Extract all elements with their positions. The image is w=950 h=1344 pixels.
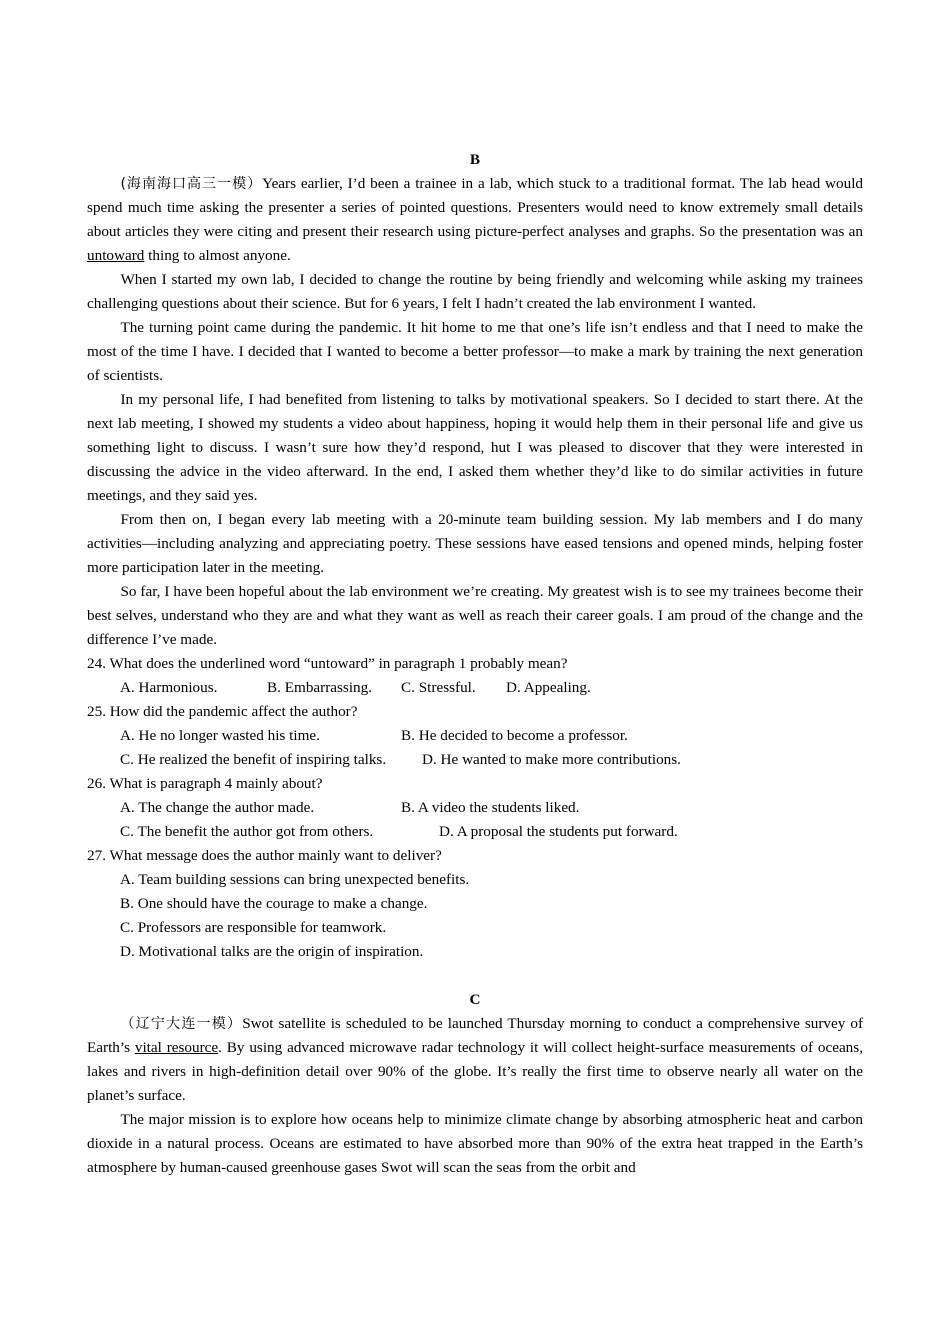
- section-b-paragraph-5: From then on, I began every lab meeting with a 20-minute team building session. My lab members and I do many activities—including analyzing and appreciating poetry. These sessions have eased tensions and opened minds, helping foster more participation later in the meeting.: [87, 511, 863, 576]
- section-b-paragraph-2: When I started my own lab, I decided to change the routine by being friendly and welcoming while asking my trainees challenging questions about their science. But for 6 years, I felt I hadn’t created the lab environment I wanted.: [87, 271, 863, 312]
- section-c-paragraph-1: [87, 1012, 863, 1108]
- option-27-d: D. Motivational talks are the origin of inspiration.: [120, 943, 424, 960]
- document-page: [87, 148, 863, 1180]
- section-c-source: （辽宁大连一模）: [120, 1016, 243, 1032]
- section-b-paragraph-4: In my personal life, I had benefited from listening to talks by motivational speakers. So I decided to start there. At the next lab meeting, I showed my students a video about happiness, hoping it would help them in their personal life and give us something light to discuss. I wasn’t sure how they’d respond, hut I was pleased to discover that they were interested in discussing the advice in the video afterward. In the end, I asked them whether they’d like to do similar activities in future meetings, and they said yes.: [87, 391, 863, 504]
- question-26: 26. What is paragraph 4 mainly about?: [87, 775, 323, 792]
- question-25-options-row-1: [87, 724, 863, 748]
- option-24-d: D. Appealing.: [506, 679, 591, 696]
- question-27: 27. What message does the author mainly want to deliver?: [87, 847, 442, 864]
- section-c-paragraph-2: The major mission is to explore how oceans help to minimize climate change by absorbing atmospheric heat and carbon dioxide in a natural process. Oceans are estimated to have absorbed more than 90% of the extra heat trapped in the Earth’s atmosphere by human-caused greenhouse gases Swot will scan the seas from the orbit and: [87, 1111, 863, 1176]
- section-b-paragraph-3: The turning point came during the pandemic. It hit home to me that one’s life isn’t endless and that I need to make the most of the time I have. I decided that I wanted to become a better professor—to make a mark by training the next generation of scientists.: [87, 319, 863, 384]
- option-25-c: C. He realized the benefit of inspiring talks.: [120, 751, 387, 768]
- option-26-c: C. The benefit the author got from others.: [120, 823, 374, 840]
- option-25-a: A. He no longer wasted his time.: [120, 727, 320, 744]
- section-b-paragraph-1: [87, 172, 863, 268]
- paragraph-text: Years earlier, I’d been a trainee in a lab, which stuck to a traditional format. The lab head would spend much time asking the presenter a series of pointed questions. Presenters would need to know extremely small details about articles they were citing and present their research using picture-perfect analyses and graphs. So the presentation was an: [87, 175, 864, 240]
- option-27-a: A. Team building sessions can bring unexpected benefits.: [120, 871, 470, 888]
- section-spacer: [87, 964, 863, 988]
- option-24-a: A. Harmonious.: [120, 679, 218, 696]
- question-25-options-row-2: [87, 748, 863, 772]
- underlined-phrase-vital-resource: vital resource: [134, 1039, 219, 1056]
- option-27-b: B. One should have the courage to make a change.: [120, 895, 428, 912]
- question-24: 24. What does the underlined word “untoward” in paragraph 1 probably mean?: [87, 655, 568, 672]
- option-25-b: B. He decided to become a professor.: [401, 727, 628, 744]
- question-24-options: [87, 676, 863, 700]
- paragraph-text: thing to almost anyone.: [144, 247, 291, 264]
- option-26-a: A. The change the author made.: [120, 799, 315, 816]
- option-25-d: D. He wanted to make more contributions.: [422, 751, 681, 768]
- paragraph-text: . By using advanced microwave radar technology it will collect height-surface measurements of oceans, lakes and rivers in high-definition detail over 90% of the globe. It’s really the first time to observe nearly all water on the planet’s surface.: [87, 1039, 863, 1104]
- question-26-options-row-1: [87, 796, 863, 820]
- option-27-c: C. Professors are responsible for teamwork.: [120, 919, 387, 936]
- option-26-d: D. A proposal the students put forward.: [439, 823, 678, 840]
- option-24-c: C. Stressful.: [401, 679, 476, 696]
- question-26-options-row-2: [87, 820, 863, 844]
- section-b-source: (海南海口高三一模）: [120, 176, 263, 192]
- section-b-title: B: [469, 151, 481, 168]
- paragraph-text: Swot satellite is scheduled to be launched Thursday morning to conduct a comprehensive survey of Earth’s: [87, 1015, 864, 1056]
- section-b-paragraph-6: So far, I have been hopeful about the lab environment we’re creating. My greatest wish is to see my trainees become their best selves, understand who they are and what they want as well as reach their career goals. I am proud of the change and the difference I’ve made.: [87, 583, 863, 648]
- option-26-b: B. A video the students liked.: [401, 799, 580, 816]
- section-c-title: C: [469, 991, 481, 1008]
- question-25: 25. How did the pandemic affect the author?: [87, 703, 358, 720]
- option-24-b: B. Embarrassing.: [267, 679, 373, 696]
- underlined-word-untoward: untoward: [87, 247, 145, 264]
